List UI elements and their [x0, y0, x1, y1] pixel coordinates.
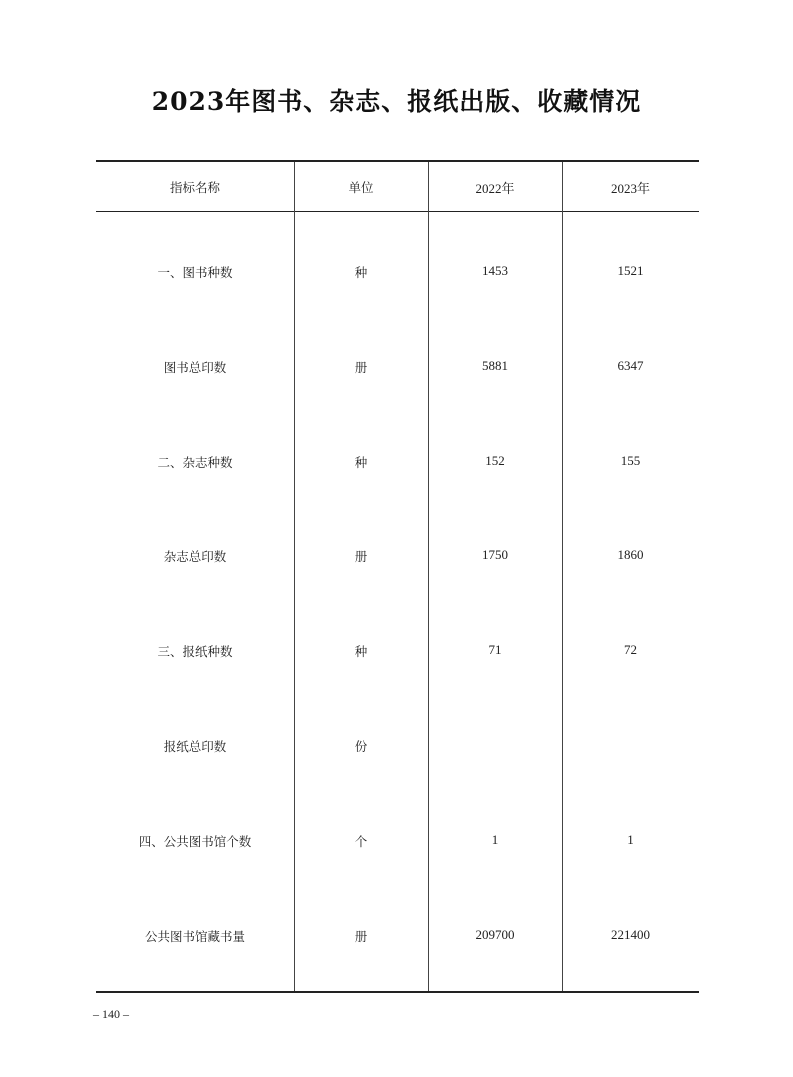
row-name: 报纸总印数 — [163, 739, 227, 754]
row-value-2023: 1521 — [617, 263, 644, 278]
column-divider — [562, 162, 563, 991]
row-unit: 册 — [354, 360, 368, 375]
row-value-2022: 209700 — [475, 927, 515, 942]
row-value-2023: 1 — [627, 832, 634, 847]
page-title: 2023年图书、杂志、报纸出版、收藏情况 — [151, 87, 642, 116]
statistics-table — [96, 160, 699, 993]
header-unit: 单位 — [348, 180, 374, 195]
row-value-2023: 72 — [624, 642, 637, 657]
row-name: 一、图书种数 — [157, 265, 233, 280]
row-value-2022: 152 — [485, 453, 505, 468]
header-year-2023: 2023年 — [610, 181, 650, 196]
row-value-2022: 1 — [491, 832, 499, 847]
row-value-2022: 1750 — [482, 547, 508, 562]
header-indicator-name: 指标名称 — [169, 180, 220, 195]
column-divider — [428, 162, 429, 991]
row-value-2023: 1860 — [617, 547, 644, 562]
row-unit: 册 — [354, 929, 368, 944]
row-name: 图书总印数 — [163, 360, 227, 375]
row-unit: 种 — [354, 455, 368, 470]
row-name: 杂志总印数 — [163, 549, 227, 564]
page-number: – 140 – — [93, 1007, 129, 1021]
row-unit: 种 — [354, 265, 368, 280]
header-year-2022: 2022年 — [475, 181, 515, 196]
row-unit: 册 — [354, 549, 368, 564]
row-value-2023: 221400 — [611, 927, 650, 942]
row-name: 公共图书馆藏书量 — [144, 929, 245, 944]
row-value-2023: 155 — [620, 453, 641, 468]
row-unit: 种 — [354, 644, 368, 659]
column-divider — [294, 162, 295, 991]
row-name: 四、公共图书馆个数 — [138, 834, 252, 849]
table-header-row — [96, 162, 699, 212]
row-unit: 个 — [354, 834, 368, 849]
row-value-2022: 5881 — [482, 358, 508, 373]
row-name: 二、杂志种数 — [157, 455, 233, 470]
row-name: 三、报纸种数 — [157, 644, 233, 659]
row-unit: 份 — [354, 739, 368, 754]
row-value-2022: 1453 — [482, 263, 508, 278]
row-value-2023: 6347 — [617, 358, 644, 373]
row-value-2022: 71 — [488, 642, 502, 657]
